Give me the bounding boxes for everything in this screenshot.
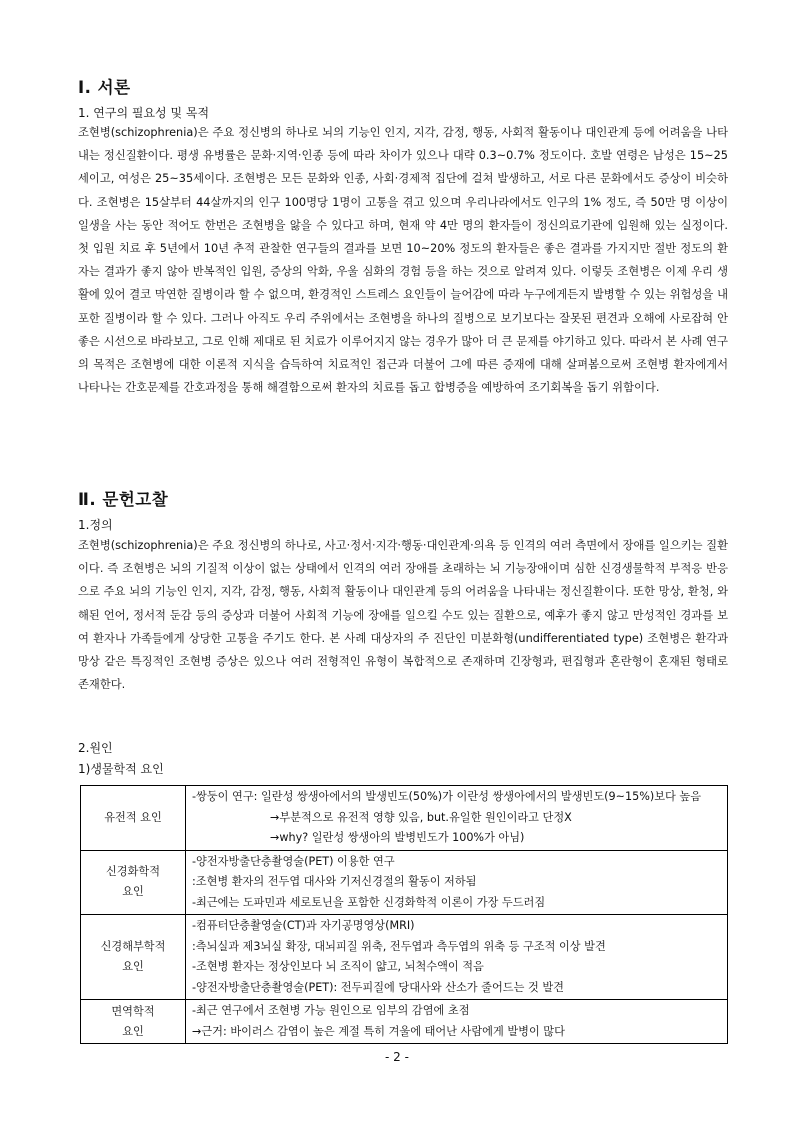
factor-content-cell: [186, 915, 728, 1000]
factor-detail-line: -컴퓨터단층촬영술(CT)과 자기공명영상(MRI): [192, 919, 415, 932]
factor-detail-line: -조현병 환자는 정상인보다 뇌 조직이 얇고, 뇌척수액이 적음: [192, 960, 484, 973]
section-heading-literature-review: Ⅱ. 문헌고찰: [78, 490, 169, 509]
factor-detail-line: -쌍둥이 연구: 일란성 쌍생아에서의 발생빈도(50%)가 이란성 쌍생아에서의 발생빈도(9~15%)보다 높음: [192, 790, 701, 803]
factor-detail-line: :측뇌실과 제3뇌실 확장, 대뇌피질 위축, 전두엽과 측두엽의 위축 등 구조적 이상 발견: [192, 939, 606, 953]
table-row: [81, 915, 728, 1000]
factor-label: 요인: [122, 960, 144, 973]
factor-content-cell: [186, 1000, 728, 1044]
table-row: [81, 1000, 728, 1044]
factor-label-cell: [81, 850, 186, 915]
factor-label: 요인: [122, 1024, 144, 1038]
factor-detail-line: -최근에는 도파민과 세로토닌을 포함한 신경화학적 이론이 가장 두드러짐: [192, 895, 546, 909]
section-heading-introduction: Ⅰ. 서론: [78, 78, 131, 97]
factor-label: 유전적 요인: [104, 810, 162, 824]
subsection-title-necessity: 1. 연구의 필요성 및 목적: [78, 106, 210, 120]
factor-label-cell: [81, 1000, 186, 1044]
definition-paragraph: 조현병(schizophrenia)은 주요 정신병의 하나로, 사고·정서·지각·행동·대인관계·의욕 등 인격의 여러 측면에서 장애를 일으키는 질환이다. 즉 조현병은 뇌의 기질적 이상이 없는 상태에서 인격의 여러 장애를 초래하는 뇌 기능장애이며 심한 신경생물학적 부적응 반응으로 주요 뇌의 기능인 인지, 지각, 감정, 행동, 사회적 활동이나 대인관계 등의 어려움을 나타내는 정신질환이다. 또한 망상, 환청, 와해된 언어, 정서적 둔감 등의 증상과 더불어 사회적 기능에 장애를 일으킬 수도 있는 질환으로, 예후가 좋지 않고 만성적인 경과를 보여 환자나 가족들에게 상당한 고통을 주기도 한다. 본 사례 대상자의 주 진단인 미분화형(undifferentiated type) 조현병은 환각과 망상 같은 특징적인 조현병 증상은 있으나 여러 전형적인 유형이 복합적으로 존재하며 긴장형과, 편집형과 혼란형이 혼재된 형태로 존재한다.: [78, 539, 728, 692]
table-row: [81, 786, 728, 851]
factor-label-cell: [81, 786, 186, 851]
factor-detail-line: -최근 연구에서 조현병 가능 원인으로 임부의 감염에 초점: [192, 1004, 470, 1017]
factor-detail-line: →부분적으로 유전적 영향 있음, but.유일한 원인이라고 단정X: [270, 810, 572, 824]
page-number: - 2 -: [385, 1050, 409, 1064]
factor-label: 요인: [122, 885, 144, 899]
factor-label: 신경화학적: [105, 865, 161, 879]
factor-content-cell: [186, 850, 728, 915]
subsection-title-cause: 2.원인: [78, 741, 113, 755]
subsection-title-definition: 1.정의: [78, 518, 113, 532]
factor-content-cell: [186, 786, 728, 851]
factor-label: 신경해부학적: [100, 940, 166, 953]
factor-detail-line: →근거: 바이러스 감염이 높은 계절 특히 겨울에 태어난 사람에게 발병이 많다: [192, 1024, 565, 1038]
table-row: [81, 850, 728, 915]
introduction-paragraph: 조현병(schizophrenia)은 주요 정신병의 하나로 뇌의 기능인 인지, 지각, 감정, 행동, 사회적 활동이나 대인관계 등에 어려움을 나타내는 정신질환이다. 평생 유병률은 문화·지역·인종 등에 따라 차이가 있으나 대략 0.3~0.7% 정도이다. 호발 연령은 남성은 15~25세이고, 여성은 25~35세이다. 조현병은 모든 문화와 인종, 사회·경제적 집단에 걸쳐 발생하고, 서로 다른 문화에서도 증상이 비슷하다. 조현병은 15살부터 44살까지의 인구 100명당 1명이 고통을 겪고 있으며 우리나라에서도 인구의 1% 정도, 즉 50만 명 이상이 일생을 사는 동안 적어도 한번은 조현병을 앓을 수 있다고 하며, 현재 약 4만 명의 환자들이 정신의료기관에 입원해 있는 실정이다. 첫 입원 치료 후 5년에서 10년 추적 관찰한 연구들의 결과를 보면 10~20% 정도의 환자들은 좋은 결과를 가지지만 절반 정도의 환자는 결과가 좋지 않아 반복적인 입원, 증상의 악화, 우울 심화의 경험 등을 하는 것으로 알려져 있다. 이렇듯 조현병은 이제 우리 생활에 있어 결코 막연한 질병이라 할 수 없으며, 환경적인 스트레스 요인들이 늘어감에 따라 누구에게든지 발병할 수 있는 위험성을 내포한 질병이라 할 수 있다. 그러나 아직도 우리 주위에서는 조현병을 하나의 질병으로 보기보다는 잘못된 편견과 오해에 사로잡혀 안 좋은 시선으로 바라보고, 그로 인해 제대로 된 치료가 이루어지지 않는 경우가 많아 더 큰 문제를 야기하고 있다. 따라서 본 사례 연구의 목적은 조현병에 대한 이론적 지식을 습득하여 치료적인 접근과 더불어 그에 따른 증재에 대해 살펴봄으로써 조현병 환자에게서 나타나는 간호문제를 간호과정을 통해 해결함으로써 환자의 치료를 돕고 합병증을 예방하여 조기회복을 돕기 위함이다.: [78, 126, 728, 395]
factor-detail-line: -양전자방출단층촬영술(PET) 이용한 연구: [192, 854, 395, 868]
factor-detail-line: -양전자방출단층촬영술(PET): 전두피질에 당대사와 산소가 줄어드는 것 발견: [192, 980, 564, 994]
biological-factors-table: [80, 785, 728, 1044]
factor-detail-line: :조현병 환자의 전두엽 대사와 기저신경절의 활동이 저하됨: [192, 875, 477, 888]
factor-label-cell: [81, 915, 186, 1000]
subsection-title-biological: 1)생물학적 요인: [78, 762, 164, 776]
factor-label: 면역학적: [111, 1004, 155, 1018]
factor-detail-line: →why? 일란성 쌍생아의 발병빈도가 100%가 아님): [270, 831, 525, 844]
